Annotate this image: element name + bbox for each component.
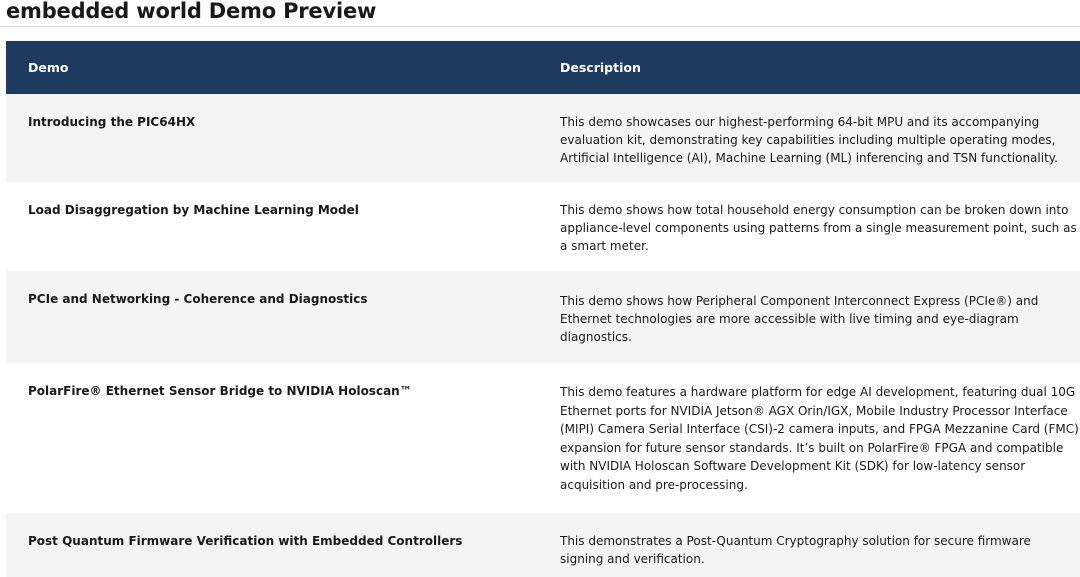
demo-name: PolarFire® Ethernet Sensor Bridge to NVIDIA Holoscan™ xyxy=(28,384,412,398)
column-header-demo: Demo xyxy=(28,60,69,75)
demo-table xyxy=(6,41,1080,577)
table-row xyxy=(6,182,1080,271)
table-row xyxy=(6,271,1080,363)
demo-description: This demo shows how Peripheral Component Interconnect Express (PCIe®) and Ethernet technologies are more accessible with live timing and eye-diagram diagnostics. xyxy=(560,294,1039,344)
demo-name: Load Disaggregation by Machine Learning Model xyxy=(28,203,359,217)
table-row xyxy=(6,363,1080,513)
demo-name: Introducing the PIC64HX xyxy=(28,115,196,129)
demo-description: This demo shows how total household energy consumption can be broken down into appliance-level components using patterns from a single measurement point, such as a smart meter. xyxy=(560,203,1077,253)
column-header-description: Description xyxy=(560,60,641,75)
demo-description: This demo showcases our highest-performing 64-bit MPU and its accompanying evaluation kit, demonstrating key capabilities including multiple operating modes, Artificial Intelligence (AI), Machine Learning (ML) inferencing and TSN functionality. xyxy=(560,115,1058,165)
demo-name: Post Quantum Firmware Verification with Embedded Controllers xyxy=(28,534,463,548)
table-header xyxy=(6,41,1080,94)
demo-name: PCIe and Networking - Coherence and Diagnostics xyxy=(28,292,368,306)
table-body xyxy=(6,94,1080,577)
demo-description: This demonstrates a Post-Quantum Cryptography solution for secure firmware signing and verification. xyxy=(560,534,1031,566)
demo-description-cell xyxy=(538,182,1080,271)
demo-description-cell xyxy=(538,363,1080,513)
page-title: embedded world Demo Preview xyxy=(0,0,1080,27)
demo-description: This demo features a hardware platform for edge AI development, featuring dual 10G Ethernet ports for NVIDIA Jetson® AGX Orin/IGX, Mobile Industry Processor Interface (MIPI) Camera Serial Interface (CSI)-2 camera inputs, and FPGA Mezzanine Card (FMC) expansion for future sensor standards. It’s built on PolarFire® FPGA and compatible with NVIDIA Holoscan Software Development Kit (SDK) for low-latency sensor acquisition and pre-processing. xyxy=(560,385,1079,492)
demo-description-cell xyxy=(538,513,1080,577)
table-header-row xyxy=(6,41,1080,94)
demo-description-cell xyxy=(538,94,1080,182)
table-row xyxy=(6,94,1080,182)
demo-description-cell xyxy=(538,271,1080,363)
table-row xyxy=(6,513,1080,577)
